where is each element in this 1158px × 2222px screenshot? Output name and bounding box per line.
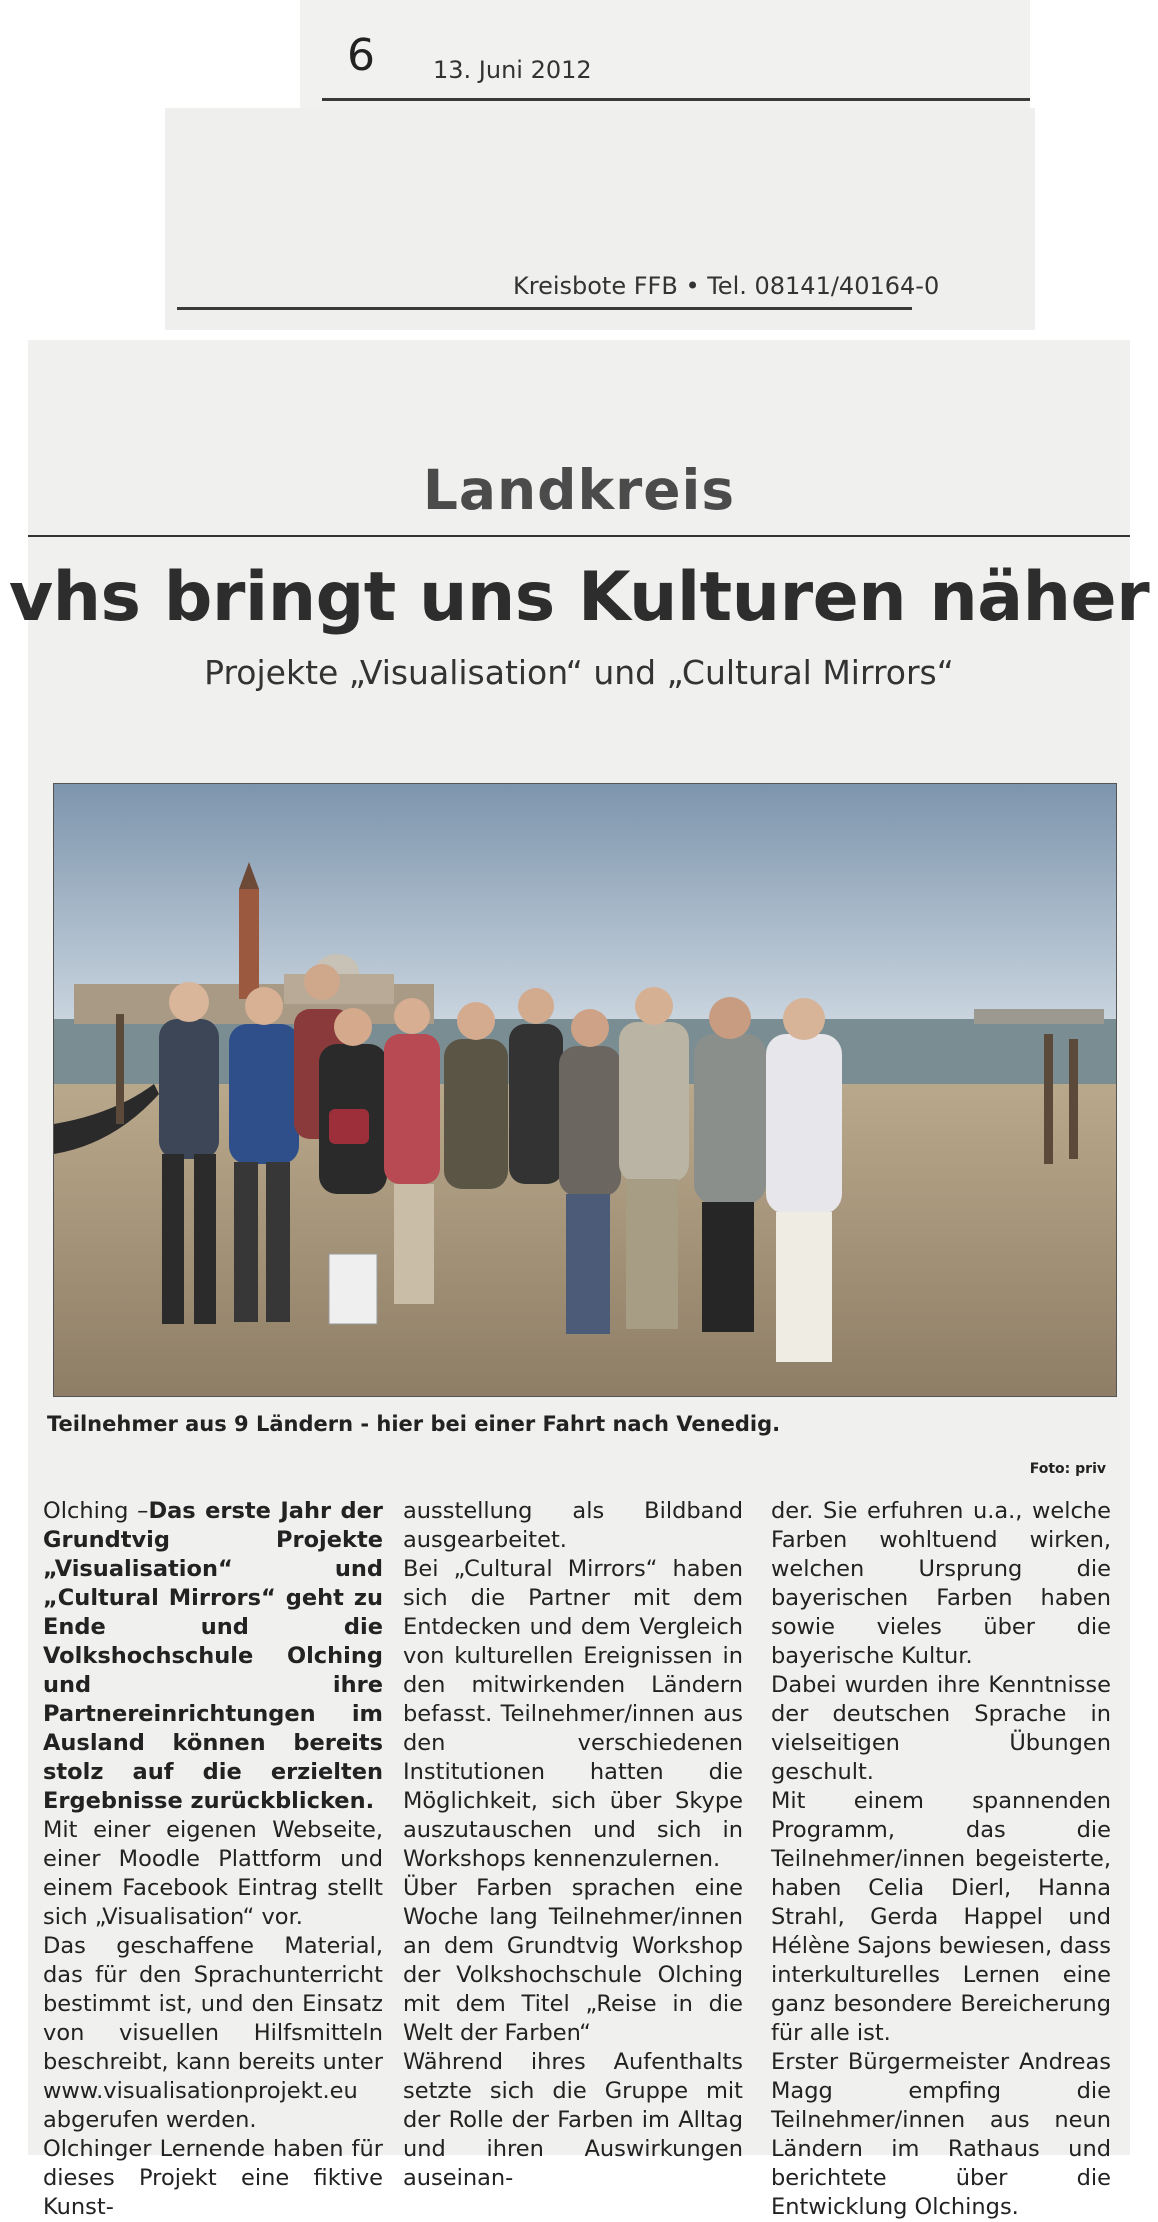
body-paragraph: Das geschaffene Material, das für den Sprachunterricht bestimmt ist, und den Einsatz von visuellen Hilfsmitteln beschreibt, kann bereits unter www.visualisationprojekt.eu abgerufen werden. bbox=[43, 1933, 383, 2133]
photo-caption: Teilnehmer aus 9 Ländern - hier bei einer Fahrt nach Venedig. bbox=[47, 1412, 781, 1436]
article-column-2 bbox=[403, 1497, 743, 2193]
lead-text: Das erste Jahr der Grundtvig Projekte „Visualisation“ und „Cultural Mirrors“ geht zu Ende und die Volkshochschule Olching und ihre Partnereinrichtungen im Ausland können bereits stolz auf die erzielten Ergebnisse zurückblicken. bbox=[43, 1498, 383, 1814]
body-paragraph: Während ihres Aufenthalts setzte sich die Gruppe mit der Rolle der Farben im Alltag und ihren Auswirkungen auseinan- bbox=[403, 2049, 743, 2191]
issue-date: 13. Juni 2012 bbox=[433, 56, 592, 84]
lead-paragraph bbox=[43, 1497, 383, 1816]
group-photo bbox=[53, 783, 1117, 1397]
page-number: 6 bbox=[347, 30, 375, 81]
header-rule bbox=[322, 98, 1030, 101]
body-paragraph: der. Sie erfuhren u.a., welche Farben wohltuend wirken, welchen Ursprung die bayerischen Farben haben sowie vieles über die bayerische Kultur. bbox=[771, 1498, 1111, 1669]
body-paragraph: Mit einem spannenden Programm, das die Teilnehmer/innen begeisterte, haben Celia Dierl, Hanna Strahl, Gerda Happel und Hélène Sajons bewiesen, dass interkulturelles Lernen eine ganz besondere Bereicherung für alle ist. bbox=[771, 1788, 1111, 2046]
photo-credit: Foto: priv bbox=[1029, 1461, 1106, 1477]
body-paragraph: Erster Bürgermeister Andreas Magg empfing die Teilnehmer/innen aus neun Ländern im Rathaus und berichtete über die Entwicklung Olchings. bbox=[771, 2049, 1111, 2220]
dateline: Olching – bbox=[43, 1498, 149, 1524]
body-paragraph: Über Farben sprachen eine Woche lang Teilnehmer/innen an dem Grundtvig Workshop der Volkshochschule Olching mit dem Titel „Reise in die Welt der Farben“ bbox=[403, 1875, 743, 2046]
body-paragraph: Olchinger Lernende haben für dieses Projekt eine fiktive Kunst- bbox=[43, 2136, 383, 2220]
body-paragraph: Mit einer eigenen Webseite, einer Moodle Plattform und einem Facebook Eintrag stellt sich „Visualisation“ vor. bbox=[43, 1817, 383, 1930]
publisher-line: Kreisbote FFB • Tel. 08141/40164-0 bbox=[513, 272, 940, 300]
subheadline: Projekte „Visualisation“ und „Cultural Mirrors“ bbox=[204, 653, 954, 692]
headline: vhs bringt uns Kulturen näher bbox=[8, 558, 1150, 637]
article-column-1 bbox=[43, 1497, 383, 2222]
publisher-rule bbox=[177, 307, 912, 310]
body-paragraph: Dabei wurden ihre Kenntnisse der deutschen Sprache in vielseitigen Übungen geschult. bbox=[771, 1672, 1111, 1785]
body-paragraph: Bei „Cultural Mirrors“ haben sich die Partner mit dem Entdecken und dem Vergleich von kulturellen Ereignissen in den mitwirkenden Ländern befasst. Teilnehmer/innen aus den verschiedenen Institutionen hatten die Möglichkeit, sich über Skype auszutauschen und sich in Workshops kennenzulernen. bbox=[403, 1556, 743, 1872]
venice-group-photo-illustration bbox=[54, 784, 1116, 1396]
article-column-3 bbox=[771, 1497, 1111, 2222]
section-rule bbox=[28, 535, 1130, 537]
section-rubric: Landkreis bbox=[422, 458, 736, 522]
body-paragraph: ausstellung als Bildband ausgearbeitet. bbox=[403, 1498, 743, 1553]
